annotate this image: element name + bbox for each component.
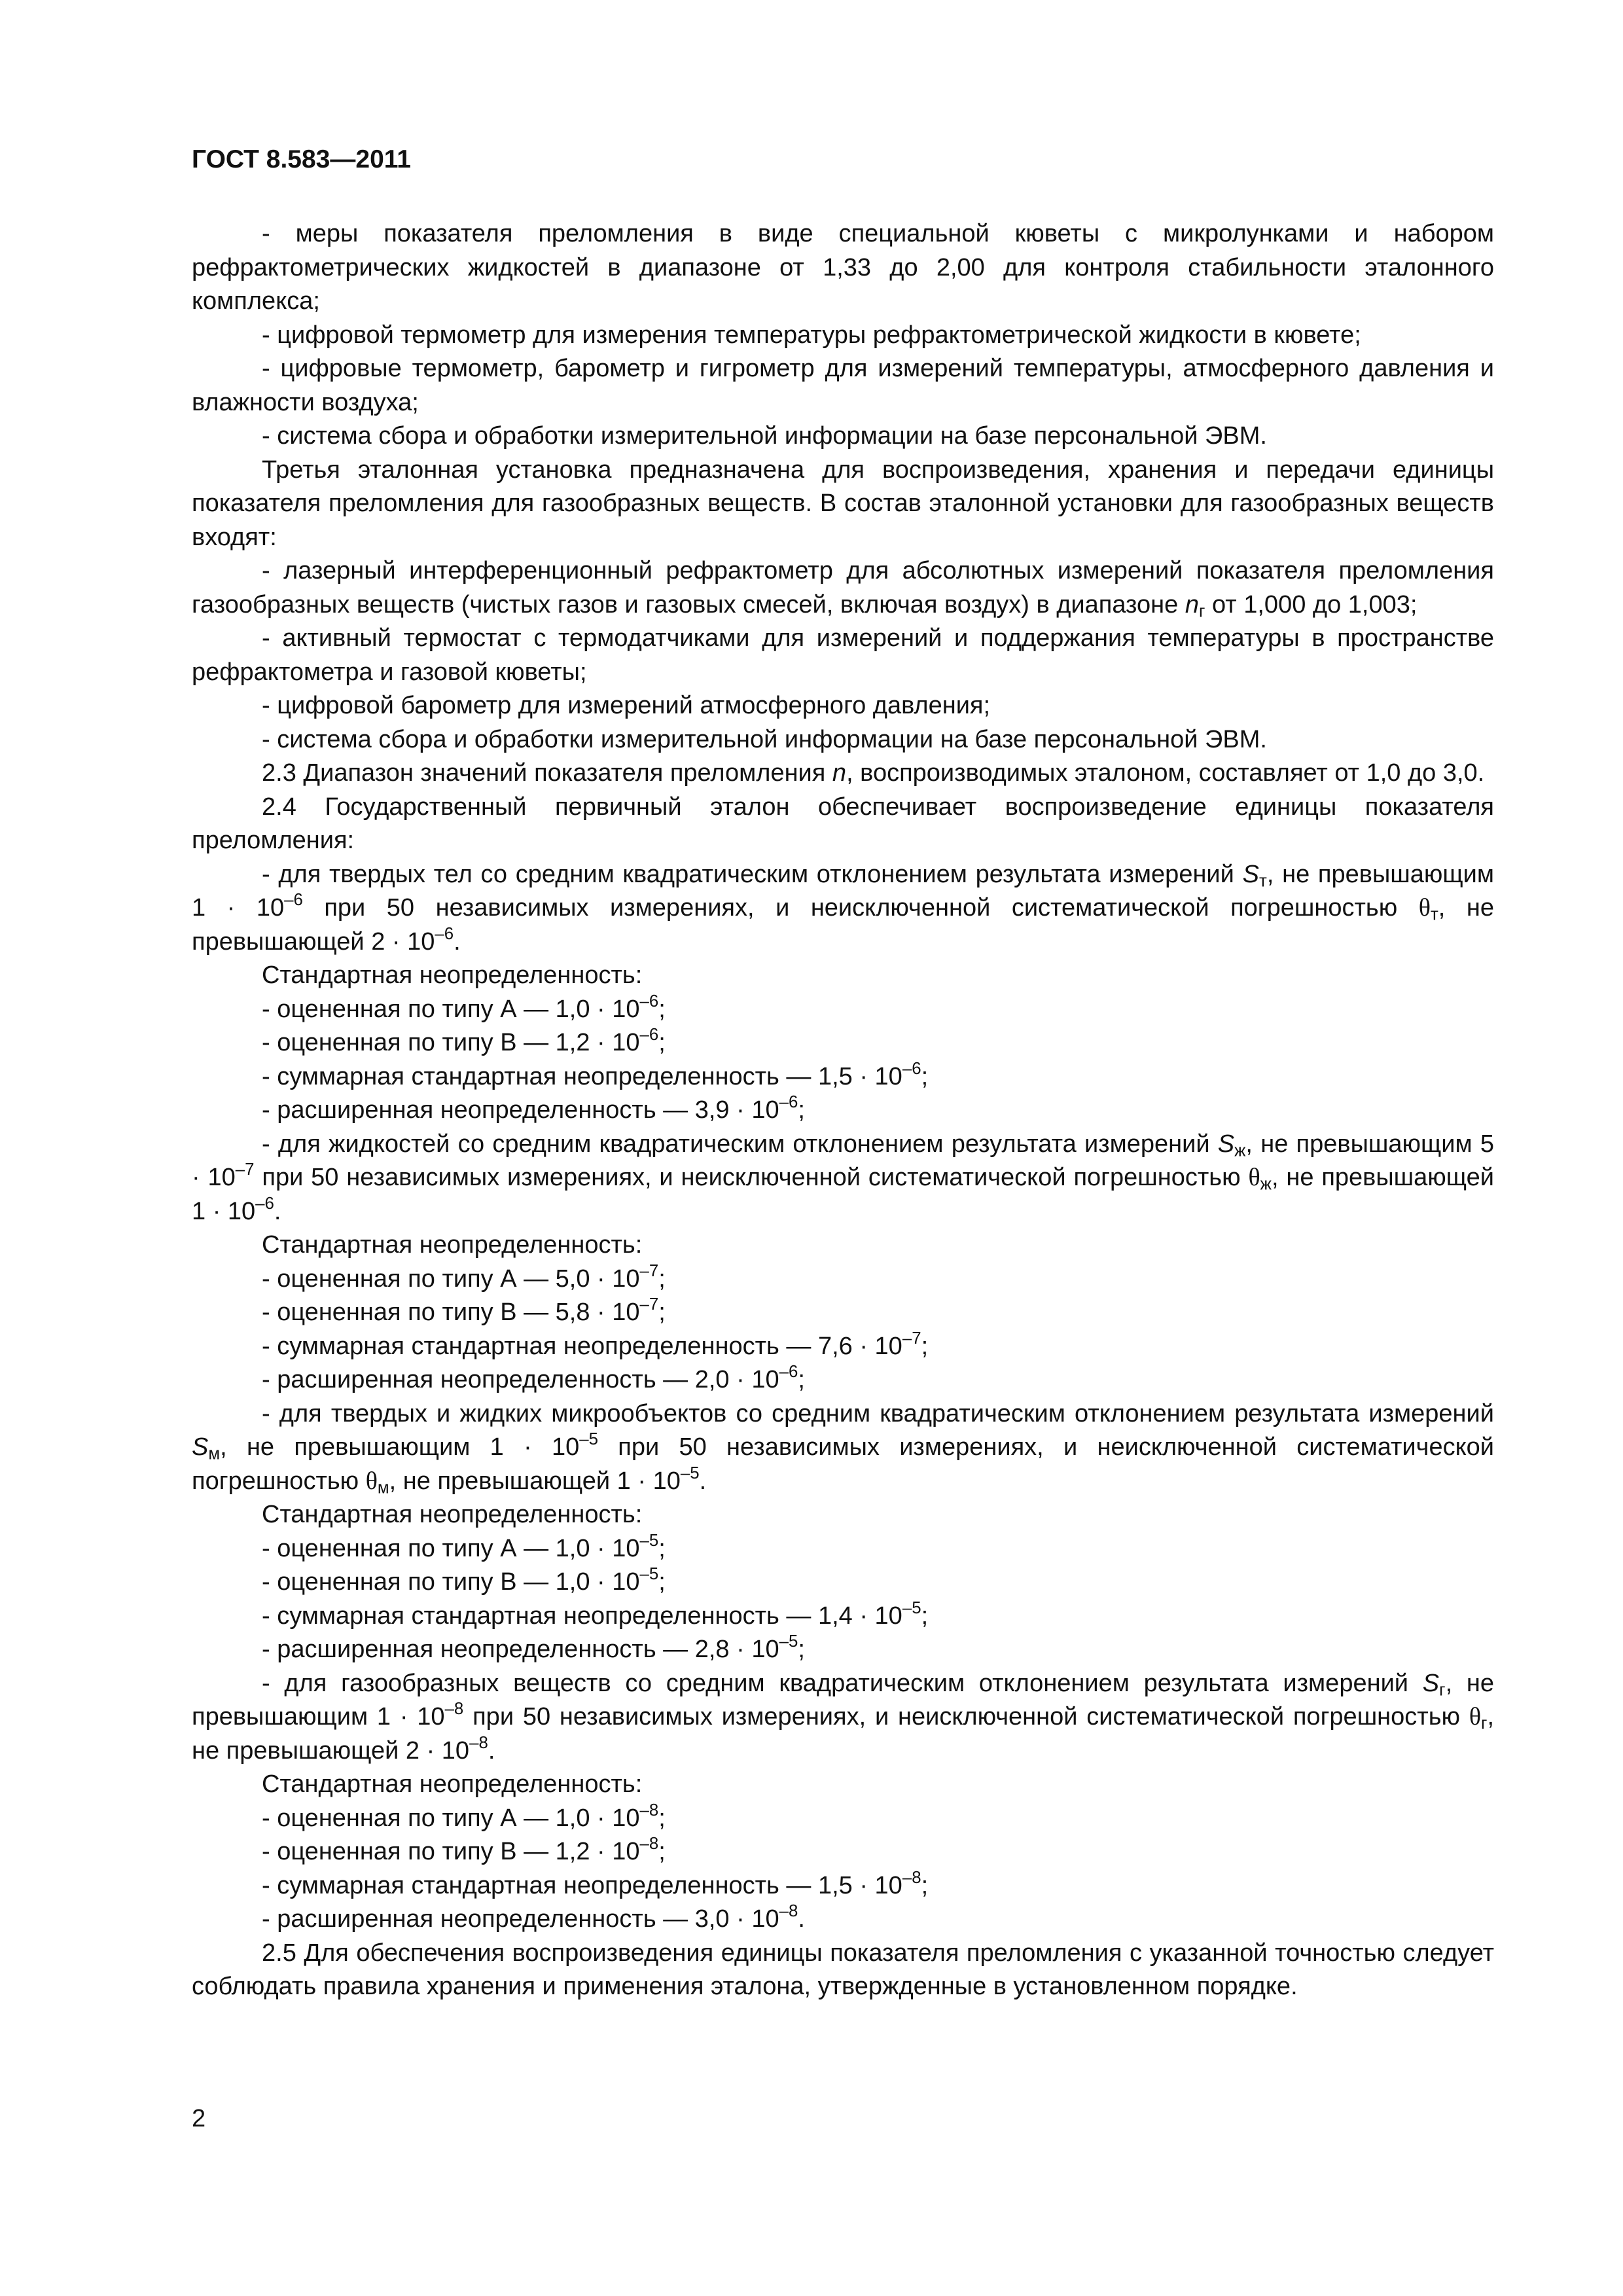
body-paragraph: Третья эталонная установка предназначена для воспроизведения, хранения и передачи единицы показателя преломления для газообразных веществ. В состав эталонной установки для газообразных веществ входят:: [192, 456, 1494, 551]
body-paragraph: 2.3 Диапазон значений показателя преломления n, воспроизводимых эталоном, составляет от 1,0 до 3,0.: [262, 759, 1485, 787]
body-paragraph: - оцененная по типу А — $1,0 \cdot 10^{-6}$;: [262, 992, 666, 1023]
body-paragraph: - суммарная стандартная неопределенность — $1,4 \cdot 10^{-5}$;: [262, 1598, 929, 1630]
body-paragraph: - система сбора и обработки измерительной информации на базе персональной ЭВМ.: [262, 422, 1267, 450]
page-number: 2: [192, 2105, 206, 2132]
body-paragraph: - цифровой барометр для измерений атмосферного давления;: [262, 692, 991, 719]
body-paragraph: - оцененная по типу А — $1,0 \cdot 10^{-8}$;: [262, 1801, 666, 1832]
body-paragraph: - для твердых и жидких микрообъектов со средним квадратическим отклонением результата измерений $S_м$, не превышающим $1 \cdot 10^{-5}$ при 50 независимых измерениях, и неисключенной систематической погрешностью $\theta_м$, не превышающей $1 \cdot 10^{-5}$.: [192, 1399, 1494, 1497]
body-paragraph: - цифровой термометр для измерения температуры рефрактометрической жидкости в кювете;: [262, 321, 1361, 349]
page-header: ГОСТ 8.583—2011: [192, 145, 411, 173]
body-paragraph: - расширенная неопределенность — $3,9 \cdot 10^{-6}$;: [262, 1092, 805, 1124]
body-paragraph: Стандартная неопределенность:: [262, 961, 643, 989]
body-paragraph: - система сбора и обработки измерительной информации на базе персональной ЭВМ.: [262, 725, 1267, 753]
body-paragraph: - расширенная неопределенность — $2,0 \cdot 10^{-6}$;: [262, 1362, 805, 1393]
body-paragraph: - суммарная стандартная неопределенность — $1,5 \cdot 10^{-6}$;: [262, 1059, 929, 1090]
body-paragraph: - для твердых тел со средним квадратическим отклонением результата измерений $S_т$, не превышающим $1 \cdot 10^{-6}$ при 50 независимых измерениях, и неисключенной систематической погрешностью $\theta_т$, не превышающей $2 \cdot 10^{-6}$.: [192, 860, 1494, 956]
body-paragraph: - оцененная по типу В — $5,8 \cdot 10^{-7}$;: [262, 1295, 666, 1326]
body-paragraph: Стандартная неопределенность:: [262, 1770, 643, 1798]
body-paragraph: - лазерный интерференционный рефрактометр для абсолютных измерений показателя преломления газообразных веществ (чистых газов и газовых смесей, включая воздух) в диапазоне $n_г$ от 1,000 до 1,003;: [192, 557, 1494, 620]
body-paragraph: - оцененная по типу В — $1,0 \cdot 10^{-5}$;: [262, 1564, 666, 1596]
body-paragraph: - для газообразных веществ со средним квадратическим отклонением результата измерений $S_г$, не превышающим $1 \cdot 10^{-8}$ при 50 независимых измерениях, и неисключенной систематической погрешностью $\theta_г$, не превышающей $2 \cdot 10^{-8}$.: [192, 1669, 1494, 1765]
body-paragraph: Стандартная неопределенность:: [262, 1231, 643, 1259]
body-paragraph: - цифровые термометр, барометр и гигрометр для измерений температуры, атмосферного давления и влажности воздуха;: [192, 355, 1494, 416]
body-paragraph: 2.4 Государственный первичный эталон обеспечивает воспроизведение единицы показателя преломления:: [192, 793, 1494, 854]
body-paragraph: Стандартная неопределенность:: [262, 1501, 643, 1528]
body-paragraph: - суммарная стандартная неопределенность — $7,6 \cdot 10^{-7}$;: [262, 1329, 929, 1360]
body-paragraph: - оцененная по типу В — $1,2 \cdot 10^{-6}$;: [262, 1025, 666, 1056]
document-body: [192, 217, 1494, 2004]
body-paragraph: - суммарная стандартная неопределенность — $1,5 \cdot 10^{-8}$;: [262, 1868, 929, 1899]
body-paragraph: - меры показателя преломления в виде специальной кюветы с микролунками и набором рефрактометрических жидкостей в диапазоне от 1,33 до 2,00 для контроля стабильности эталонного комплекса;: [192, 220, 1494, 315]
body-paragraph: - оцененная по типу В — $1,2 \cdot 10^{-8}$;: [262, 1834, 666, 1865]
body-paragraph: 2.5 Для обеспечения воспроизведения единицы показателя преломления с указанной точностью следует соблюдать правила хранения и применения эталона, утвержденные в установленном порядке.: [192, 1939, 1494, 2000]
body-paragraph: - расширенная неопределенность — $2,8 \cdot 10^{-5}$;: [262, 1632, 805, 1663]
body-paragraph: - активный термостат с термодатчиками для измерений и поддержания температуры в пространстве рефрактометра и газовой кюветы;: [192, 624, 1494, 686]
body-paragraph: - для жидкостей со средним квадратическим отклонением результата измерений $S_ж$, не превышающим $5 \cdot 10^{-7}$ при 50 независимых измерениях, и неисключенной систематической погрешностью $\theta_ж$, не превышающей $1 \cdot 10^{-6}$.: [192, 1130, 1494, 1225]
body-paragraph: - оцененная по типу А — $1,0 \cdot 10^{-5}$;: [262, 1531, 666, 1562]
body-paragraph: - оцененная по типу А — $5,0 \cdot 10^{-7}$;: [262, 1261, 666, 1293]
body-paragraph: - расширенная неопределенность — $3,0 \cdot 10^{-8}$.: [262, 1901, 805, 1933]
